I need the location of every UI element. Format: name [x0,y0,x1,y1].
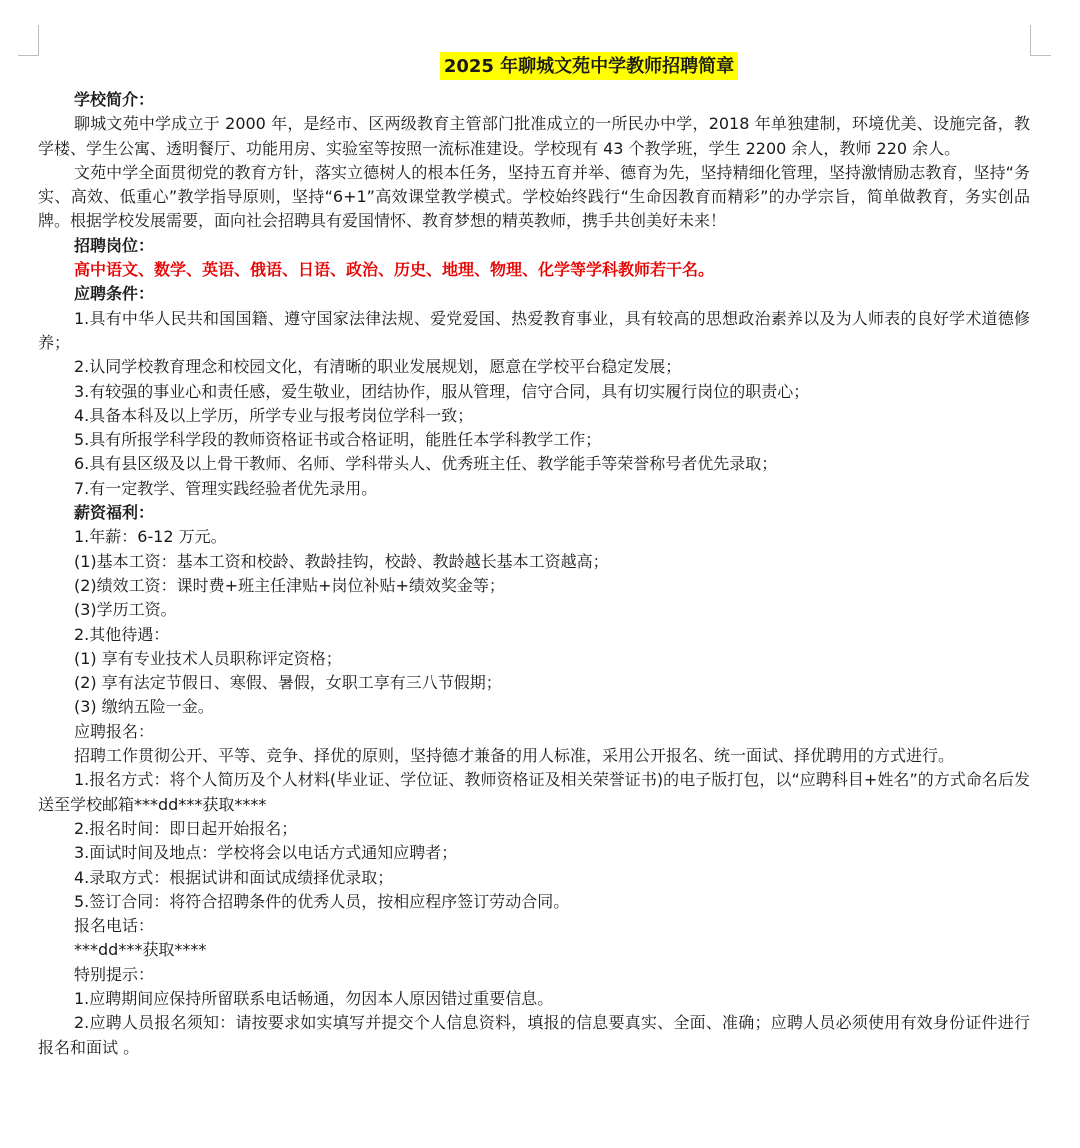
apply-item: 5.签订合同：将符合招聘条件的优秀人员，按相应程序签订劳动合同。 [74,891,570,911]
apply-item: 4.录取方式：根据试讲和面试成绩择优录取； [74,867,394,887]
intro-paragraph-1: 聊城文苑中学成立于 2000 年，是经市、区两级教育主管部门批准成立的一所民办中学，2018 年单独建制，环境优美、设施完备，教学楼、学生公寓、透明餐厅、功能用房、实验室等按照一流标准建设。学校现有 43 个教学班，学生 2200 余人，教师 220 余人。 [38,114,1030,158]
benefit-item: (2) 享有法定节假日、寒假、暑假，女职工享有三八节假期； [74,673,502,693]
page-corner-mark-left [18,25,39,56]
apply-heading: 应聘报名： [74,721,155,741]
intro-heading: 学校简介： [74,90,155,109]
benefits-heading: 薪资福利： [74,503,155,523]
condition-item: 7.有一定教学、管理实践经验者优先录用。 [74,478,378,498]
benefit-item: 1.年薪：6-12 万元。 [74,527,227,547]
phone-heading: 报名电话： [74,916,155,936]
positions-heading: 招聘岗位： [74,235,155,255]
condition-item: 3.有较强的事业心和责任感，爱生敬业，团结协作，服从管理，信守合同，具有切实履行岗位的职责心； [74,381,810,401]
benefit-item: (1) 享有专业技术人员职称评定资格； [74,648,342,668]
notice-item: 2.应聘人员报名须知：请按要求如实填写并提交个人信息资料，填报的信息要真实、全面、准确；应聘人员必须使用有效身份证件进行报名和面试 。 [38,1013,1030,1057]
apply-item: 2.报名时间：即日起开始报名； [74,818,298,838]
notice-item: 1.应聘期间应保持所留联系电话畅通，勿因本人原因错过重要信息。 [74,988,554,1008]
apply-item: 1.报名方式：将个人简历及个人材料(毕业证、学位证、教师资格证及相关荣誉证书)的电子版打包，以“应聘科目+姓名”的方式命名后发送至学校邮箱***dd***获取**** [38,770,1030,814]
title-row [38,52,1030,88]
benefit-item: 2.其他待遇： [74,624,170,644]
condition-item: 4.具备本科及以上学历，所学专业与报考岗位学科一致； [74,405,474,425]
positions-text: 高中语文、数学、英语、俄语、日语、政治、历史、地理、物理、化学等学科教师若干名。 [74,260,715,280]
condition-item: 2.认同学校教育理念和校园文化，有清晰的职业发展规划，愿意在学校平台稳定发展； [74,357,682,377]
conditions-heading: 应聘条件： [74,284,155,304]
condition-item: 5.具有所报学科学段的教师资格证书或合格证明，能胜任本学科教学工作； [74,430,602,450]
apply-item: 3.面试时间及地点：学校将会以电话方式通知应聘者； [74,843,458,863]
apply-intro: 招聘工作贯彻公开、平等、竞争、择优的原则，坚持德才兼备的用人标准，采用公开报名、统一面试、择优聘用的方式进行。 [74,746,955,766]
benefit-item: (1)基本工资：基本工资和校龄、教龄挂钩，校龄、教龄越长基本工资越高； [74,551,609,571]
condition-item: 1.具有中华人民共和国国籍、遵守国家法律法规、爱党爱国、热爱教育事业，具有较高的思想政治素养以及为人师表的良好学术道德修养； [38,308,1030,352]
document-page [38,52,1030,1060]
notice-heading: 特别提示： [74,964,155,984]
page-corner-mark-right [1030,25,1051,56]
document-title: 2025 年聊城文苑中学教师招聘简章 [440,52,738,80]
phone-value: ***dd***获取**** [74,940,207,960]
condition-item: 6.具有县区级及以上骨干教师、名师、学科带头人、优秀班主任、教学能手等荣誉称号者优先录取； [74,454,778,474]
benefit-item: (3) 缴纳五险一金。 [74,697,214,717]
intro-paragraph-2: 文苑中学全面贯彻党的教育方针，落实立德树人的根本任务，坚持五育并举、德育为先，坚持精细化管理，坚持激情励志教育，坚持“务实、高效、低重心”教学指导原则，坚持“6+1”高效课堂教学模式。学校始终践行“生命因教育而精彩”的办学宗旨，简单做教育，务实创品牌。根据学校发展需要，面向社会招聘具有爱国情怀、教育梦想的精英教师，携手共创美好未来！ [38,162,1030,231]
benefit-item: (3)学历工资。 [74,600,177,620]
benefit-item: (2)绩效工资：课时费+班主任津贴+岗位补贴+绩效奖金等； [74,575,505,595]
